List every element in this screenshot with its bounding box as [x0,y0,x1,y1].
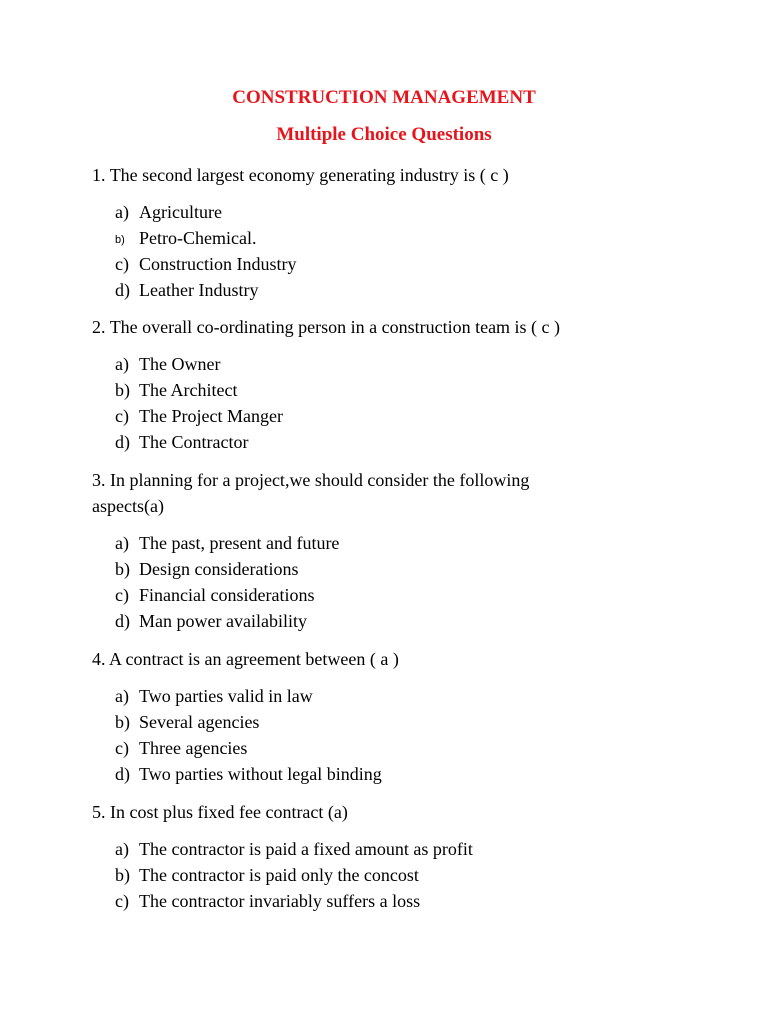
option-text: The Contractor [139,431,249,452]
question-5 [92,799,652,825]
question-2 [92,314,652,340]
option-item [115,583,675,609]
question-text: A contract is an agreement between ( a ) [109,649,399,669]
option-item [115,531,675,557]
option-letter: c) [115,405,129,426]
question-number: 4. [92,649,106,669]
option-letter: d) [115,610,130,631]
option-item [115,762,675,788]
option-text: Petro-Chemical. [139,227,257,248]
option-text: Financial considerations [139,584,315,605]
question-text: The overall co-ordinating person in a construction team is ( c ) [109,317,561,337]
question-3 [92,467,652,519]
question-number: 3. [92,470,106,490]
option-item [115,837,675,863]
question-text: The second largest economy generating industry is ( c ) [109,165,509,185]
option-letter: b) [115,558,130,579]
question-4-options [115,684,675,788]
option-text: Two parties without legal binding [139,763,382,784]
option-letter: a) [115,202,129,222]
option-text: The Owner [139,354,221,374]
question-2-options [115,352,675,456]
option-letter: b) [115,864,130,885]
option-text: Two parties valid in law [139,686,313,706]
document-title: CONSTRUCTION MANAGEMENT [232,87,536,108]
option-text: Several agencies [139,711,260,732]
option-letter: d) [115,763,130,784]
document-subtitle: Multiple Choice Questions [276,124,492,145]
option-text: The contractor is paid only the concost [139,864,419,885]
option-letter: c) [115,584,129,605]
option-text: Three agencies [139,737,248,758]
option-text: Design considerations [139,558,299,579]
option-letter: a) [115,839,129,859]
option-text: Man power availability [139,610,307,631]
option-text: The past, present and future [139,533,340,553]
question-number: 2. [92,317,106,337]
option-item [115,736,675,762]
option-letter: b) [115,711,130,732]
question-text-continued: aspects(a) [92,496,164,516]
option-item [115,557,675,583]
option-letter: c) [115,253,129,274]
question-3-options [115,531,675,635]
option-item [115,889,675,915]
option-letter: c) [115,737,129,758]
question-number: 5. [92,802,106,822]
option-text: Construction Industry [139,253,297,274]
option-item [115,252,675,278]
option-letter: b) [115,379,130,400]
option-letter: a) [115,354,129,374]
option-item [115,684,675,710]
option-letter: b) [115,233,125,246]
option-item [115,609,675,635]
option-text: The contractor is paid a fixed amount as profit [139,839,473,859]
question-text: In cost plus fixed fee contract (a) [110,802,348,822]
question-1 [92,162,652,188]
option-text: The Architect [139,379,238,400]
option-item [115,710,675,736]
option-item [115,200,675,226]
question-number: 1. [92,165,106,185]
option-letter: d) [115,279,130,300]
option-text: Leather Industry [139,279,259,300]
question-1-options [115,200,675,304]
option-letter: d) [115,431,130,452]
option-item [115,430,675,456]
question-text: In planning for a project,we should consider the following [110,470,530,490]
question-5-options [115,837,675,915]
option-letter: a) [115,533,129,553]
question-4 [92,646,652,672]
option-item [115,226,675,252]
option-letter: c) [115,890,129,911]
option-text: The contractor invariably suffers a loss [139,890,421,911]
option-item [115,404,675,430]
option-letter: a) [115,686,129,706]
option-text: Agriculture [139,202,222,222]
option-item [115,352,675,378]
option-item [115,378,675,404]
option-item [115,278,675,304]
option-text: The Project Manger [139,405,283,426]
option-item [115,863,675,889]
